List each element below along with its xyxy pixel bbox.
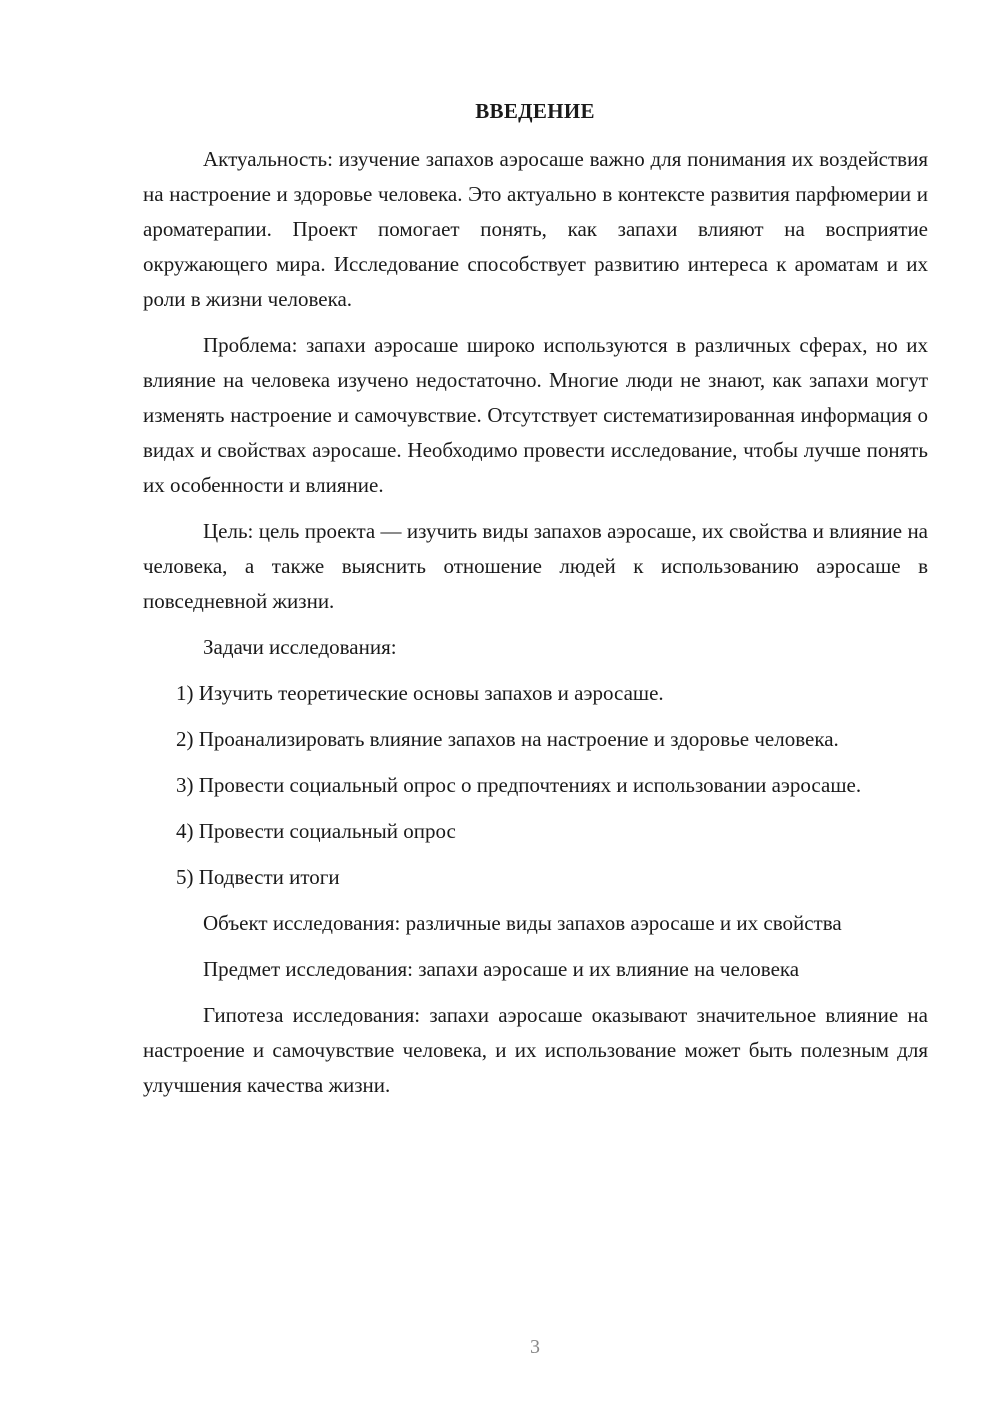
task-item-5: 5) Подвести итоги	[176, 865, 340, 889]
relevance-paragraph: Актуальность: изучение запахов аэросаше важно для понимания их воздействия на настроение и здоровье человека. Это актуально в контексте развития парфюмерии и ароматерапии. Проект помогает понять, как запахи влияют на восприятие окружающего мира. Исследование способствует развитию интереса к ароматам и их роли в жизни человека.	[143, 147, 928, 311]
task-item-4: 4) Провести социальный опрос	[176, 819, 456, 843]
document-body	[143, 142, 928, 1103]
object-paragraph: Объект исследования: различные виды запахов аэросаше и их свойства	[203, 911, 842, 935]
goal-paragraph: Цель: цель проекта — изучить виды запахов аэросаше, их свойства и влияние на человека, а также выяснить отношение людей к использованию аэросаше в повседневной жизни.	[143, 519, 928, 613]
tasks-heading: Задачи исследования:	[203, 635, 397, 659]
problem-paragraph: Проблема: запахи аэросаше широко используются в различных сферах, но их влияние на человека изучено недостаточно. Многие люди не знают, как запахи могут изменять настроение и самочувствие. Отсутствует систематизированная информация о видах и свойствах аэросаше. Необходимо провести исследование, чтобы лучше понять их особенности и влияние.	[143, 333, 928, 497]
task-item-3: 3) Провести социальный опрос о предпочтениях и использовании аэросаше.	[176, 773, 862, 797]
task-item-2: 2) Проанализировать влияние запахов на настроение и здоровье человека.	[176, 727, 839, 751]
page-title: ВВЕДЕНИЕ	[475, 99, 595, 123]
subject-paragraph: Предмет исследования: запахи аэросаше и их влияние на человека	[203, 957, 800, 981]
task-item-1: 1) Изучить теоретические основы запахов и аэросаше.	[176, 681, 664, 705]
page-number: 3	[530, 1336, 540, 1358]
hypothesis-paragraph: Гипотеза исследования: запахи аэросаше оказывают значительное влияние на настроение и самочувствие человека, и их использование может быть полезным для улучшения качества жизни.	[143, 1003, 928, 1097]
